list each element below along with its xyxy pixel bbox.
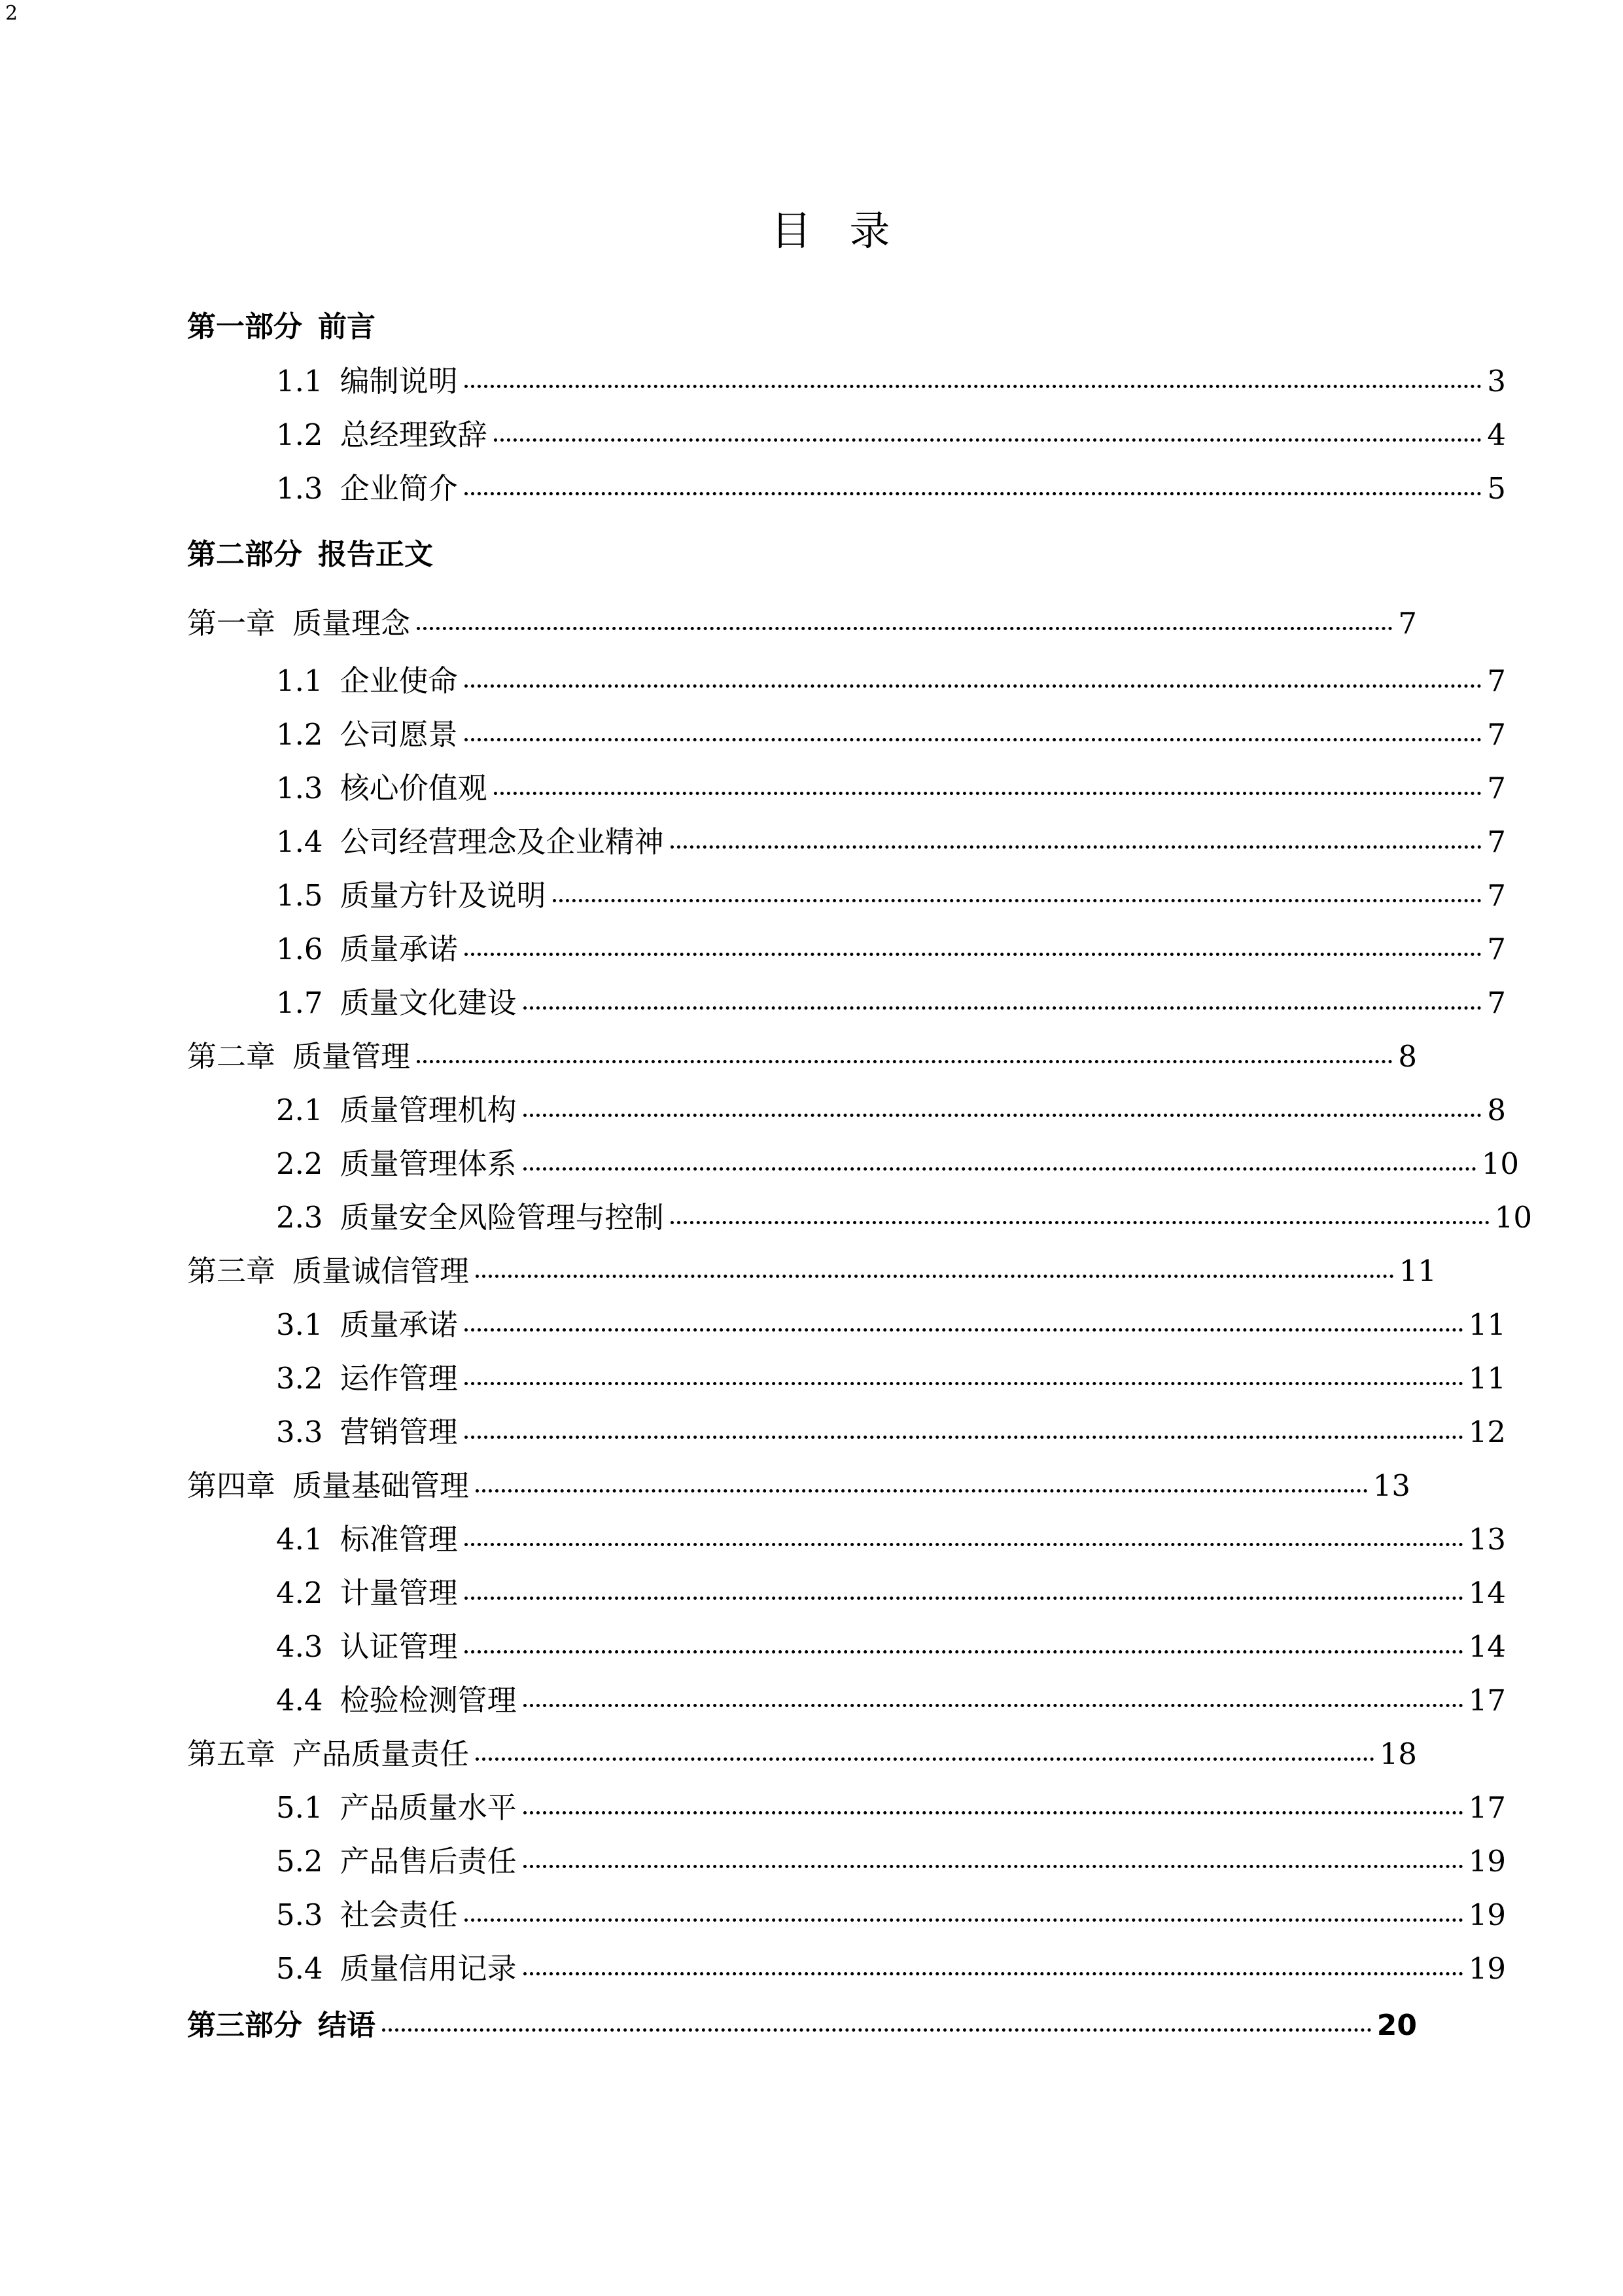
dot-leader <box>464 738 1482 741</box>
toc-entry-title: 公司愿景 <box>340 717 458 752</box>
toc-entry-number: 4.1 <box>276 1522 323 1557</box>
dot-leader <box>417 1060 1393 1063</box>
toc-entry-title: 企业使命 <box>340 663 458 698</box>
toc-entry-number: 5.2 <box>276 1844 323 1879</box>
dot-leader <box>476 1275 1394 1278</box>
toc-entry-section[interactable] <box>187 717 1506 752</box>
toc-entry-title: 检验检测管理 <box>340 1683 517 1718</box>
dot-leader <box>494 792 1482 795</box>
toc-entry-title: 营销管理 <box>340 1415 458 1449</box>
toc-entry-section[interactable] <box>187 878 1506 913</box>
toc-entry-chapter[interactable] <box>187 1256 1437 1286</box>
dot-leader <box>464 1543 1463 1546</box>
toc-entry-number: 2.1 <box>276 1093 323 1127</box>
toc-entry-label <box>276 1200 664 1235</box>
toc-entry-page: 19 <box>1468 1898 1506 1932</box>
toc-entry-page: 19 <box>1468 1844 1506 1879</box>
toc-entry-page: 11 <box>1399 1254 1437 1288</box>
dot-leader <box>553 899 1482 902</box>
dot-leader <box>464 1597 1463 1600</box>
toc-entry-title: 计量管理 <box>340 1576 458 1610</box>
toc-entry-label <box>276 1307 458 1342</box>
toc-entry-title: 质量管理体系 <box>340 1146 517 1181</box>
toc-entry-title: 质量管理 <box>292 1039 411 1074</box>
toc-entry-page: 7 <box>1487 878 1506 913</box>
dot-leader <box>494 438 1482 442</box>
toc-title: 目录 <box>771 207 928 255</box>
dot-leader <box>476 1757 1374 1761</box>
toc-entry-section[interactable] <box>187 1095 1506 1125</box>
toc-entry-label <box>276 1790 517 1825</box>
toc-entry-section[interactable] <box>187 366 1506 396</box>
toc-entry-section[interactable] <box>187 1307 1506 1342</box>
toc-entry-title: 企业简介 <box>340 471 458 506</box>
toc-entry-page: 10 <box>1481 1146 1519 1181</box>
toc-entry-title: 质量诚信管理 <box>292 1254 470 1288</box>
toc-entry-page: 7 <box>1398 606 1417 641</box>
dot-leader <box>523 1865 1463 1868</box>
toc-entry-page: 17 <box>1468 1790 1506 1825</box>
toc-list <box>187 310 1532 2079</box>
toc-entry-number: 1.6 <box>276 932 323 966</box>
toc-entry-chapter[interactable] <box>187 1468 1410 1503</box>
toc-entry-title: 产品售后责任 <box>340 1844 517 1879</box>
toc-entry-page: 7 <box>1487 985 1506 1020</box>
dot-leader <box>476 1489 1368 1492</box>
toc-entry-section[interactable] <box>187 985 1506 1020</box>
toc-entry-number: 2.2 <box>276 1146 323 1181</box>
toc-entry-title: 产品质量水平 <box>340 1790 517 1825</box>
toc-entry-number: 1.3 <box>276 471 323 506</box>
toc-entry-page: 14 <box>1468 1576 1506 1610</box>
toc-entry-number: 第二部分 <box>187 538 302 571</box>
toc-entry-label <box>276 1146 517 1181</box>
toc-entry-label <box>276 471 458 506</box>
toc-entry-title: 核心价值观 <box>340 771 487 805</box>
toc-entry-section[interactable] <box>187 1844 1506 1879</box>
toc-entry-chapter[interactable] <box>187 1739 1417 1769</box>
toc-entry-title: 质量基础管理 <box>292 1468 470 1503</box>
toc-entry-section[interactable] <box>187 1146 1519 1181</box>
toc-entry-number: 1.5 <box>276 878 323 913</box>
toc-entry-label <box>276 417 487 452</box>
toc-entry-number: 5.4 <box>276 1951 323 1986</box>
toc-entry-label <box>276 878 546 913</box>
toc-entry-title: 质量安全风险管理与控制 <box>340 1200 664 1235</box>
dot-leader <box>523 1006 1482 1010</box>
toc-entry-label <box>276 663 458 698</box>
toc-entry-section[interactable] <box>187 824 1506 859</box>
toc-entry-label <box>187 1256 469 1286</box>
toc-entry-title: 质量理念 <box>292 606 411 641</box>
toc-entry-section[interactable] <box>187 1522 1506 1557</box>
toc-entry-page: 7 <box>1487 932 1506 966</box>
toc-entry-title: 社会责任 <box>340 1898 458 1932</box>
toc-entry-label <box>187 310 375 344</box>
dot-leader <box>464 953 1482 956</box>
toc-entry-section[interactable] <box>187 1417 1506 1447</box>
toc-entry-number: 4.2 <box>276 1576 323 1610</box>
toc-entry-title: 质量管理机构 <box>340 1093 517 1127</box>
toc-entry-page: 7 <box>1487 771 1506 805</box>
toc-entry-label <box>187 1039 411 1074</box>
dot-leader <box>523 1972 1463 1975</box>
dot-leader <box>671 845 1482 849</box>
dot-leader <box>464 1650 1463 1653</box>
toc-entry-section[interactable] <box>187 1683 1506 1718</box>
dot-leader <box>523 1114 1482 1117</box>
toc-entry-number: 第一章 <box>187 606 276 641</box>
toc-entry-number: 1.3 <box>276 771 323 805</box>
toc-entry-title: 质量承诺 <box>340 1307 458 1342</box>
dot-leader <box>523 1811 1463 1814</box>
toc-entry-label <box>276 985 517 1020</box>
toc-entry-title: 公司经营理念及企业精神 <box>340 824 664 859</box>
toc-entry-title: 总经理致辞 <box>340 417 487 452</box>
toc-entry-number: 1.7 <box>276 985 323 1020</box>
toc-entry-section[interactable] <box>187 1578 1506 1608</box>
toc-entry-page: 13 <box>1468 1522 1506 1557</box>
toc-entry-section[interactable] <box>187 663 1506 698</box>
toc-entry-page: 5 <box>1487 471 1506 506</box>
toc-entry-number: 第二章 <box>187 1039 276 1074</box>
toc-entry-number: 4.4 <box>276 1683 323 1718</box>
toc-entry-section[interactable] <box>187 471 1506 506</box>
toc-entry-page: 10 <box>1494 1200 1532 1235</box>
dot-leader <box>382 2028 1372 2032</box>
dot-leader <box>464 492 1482 495</box>
toc-entry-section[interactable] <box>187 773 1506 803</box>
toc-entry-section[interactable] <box>187 417 1506 452</box>
toc-entry-section[interactable] <box>187 1361 1506 1396</box>
toc-entry-number: 第一部分 <box>187 310 302 344</box>
toc-entry-number: 5.3 <box>276 1898 323 1932</box>
toc-entry-title: 结语 <box>318 2009 375 2042</box>
toc-entry-number: 1.1 <box>276 364 323 398</box>
dot-leader <box>464 1382 1463 1385</box>
toc-entry-label <box>276 366 458 396</box>
toc-entry-label <box>276 1683 517 1718</box>
dot-leader <box>671 1221 1490 1224</box>
toc-entry-label <box>187 1468 470 1503</box>
toc-entry-page: 17 <box>1468 1683 1506 1718</box>
toc-entry-label <box>276 1417 458 1447</box>
toc-entry-number: 第三章 <box>187 1254 276 1288</box>
page-number: 2 <box>5 2 18 25</box>
toc-entry-label <box>276 717 458 752</box>
toc-entry-section[interactable] <box>187 1900 1506 1930</box>
toc-entry-section[interactable] <box>187 1790 1506 1825</box>
toc-entry-label <box>276 1361 458 1396</box>
toc-entry-page: 19 <box>1468 1951 1506 1986</box>
toc-entry-page: 11 <box>1468 1361 1506 1396</box>
toc-entry-number: 2.3 <box>276 1200 323 1235</box>
toc-entry-number: 1.4 <box>276 824 323 859</box>
dot-leader <box>464 1918 1463 1922</box>
toc-entry-label <box>276 1522 458 1557</box>
toc-entry-label <box>276 1844 517 1879</box>
dot-leader <box>417 627 1393 630</box>
toc-entry-label <box>276 1951 517 1986</box>
toc-entry-title: 质量方针及说明 <box>340 878 546 913</box>
toc-entry-page: 7 <box>1487 663 1506 698</box>
toc-entry-page: 3 <box>1487 364 1506 398</box>
toc-entry-title: 运作管理 <box>340 1361 458 1396</box>
toc-entry-page: 14 <box>1468 1629 1506 1664</box>
toc-entry-number: 第四章 <box>187 1468 276 1503</box>
toc-entry-section[interactable] <box>187 934 1506 964</box>
toc-entry-page: 11 <box>1468 1307 1506 1342</box>
dot-leader <box>464 684 1482 688</box>
toc-entry-page: 20 <box>1376 2009 1417 2042</box>
toc-entry-title: 报告正文 <box>318 538 433 571</box>
toc-entry-number: 5.1 <box>276 1790 323 1825</box>
toc-entry-number: 1.2 <box>276 717 323 752</box>
toc-entry-title: 质量信用记录 <box>340 1951 517 1986</box>
toc-entry-number: 第五章 <box>187 1737 276 1771</box>
toc-entry-section[interactable] <box>187 1200 1532 1235</box>
toc-entry-label <box>187 1739 469 1769</box>
toc-entry-label <box>276 1900 458 1930</box>
toc-entry-title: 认证管理 <box>340 1629 458 1664</box>
toc-entry-title: 质量承诺 <box>340 932 458 966</box>
toc-entry-label <box>276 1629 458 1664</box>
toc-entry-section[interactable] <box>187 1951 1506 1986</box>
toc-entry-label <box>276 773 487 803</box>
toc-entry-number: 3.1 <box>276 1307 323 1342</box>
toc-entry-title: 质量文化建设 <box>340 985 517 1020</box>
toc-entry-chapter[interactable] <box>187 1039 1417 1074</box>
dot-leader <box>523 1167 1476 1171</box>
toc-entry-page: 7 <box>1487 824 1506 859</box>
toc-entry-number: 3.2 <box>276 1361 323 1396</box>
toc-entry-page: 18 <box>1379 1737 1417 1771</box>
toc-entry-title: 编制说明 <box>340 364 458 398</box>
toc-entry-label <box>187 606 411 641</box>
toc-entry-label <box>276 934 458 964</box>
dot-leader <box>523 1704 1463 1707</box>
toc-entry-page: 4 <box>1487 417 1506 452</box>
toc-entry-title: 标准管理 <box>340 1522 458 1557</box>
dot-leader <box>464 385 1482 388</box>
toc-entry-page: 13 <box>1372 1468 1410 1503</box>
toc-entry-part[interactable] <box>187 2011 1417 2040</box>
toc-entry-label <box>187 2011 375 2040</box>
toc-entry-title: 前言 <box>318 310 375 344</box>
toc-entry-label <box>276 1095 517 1125</box>
dot-leader <box>464 1328 1463 1332</box>
toc-entry-page: 8 <box>1487 1093 1506 1127</box>
toc-entry-label <box>187 540 433 569</box>
toc-entry-title: 产品质量责任 <box>292 1737 470 1771</box>
toc-entry-label <box>276 824 664 859</box>
toc-entry-number: 3.3 <box>276 1415 323 1449</box>
toc-entry-number: 1.2 <box>276 417 323 452</box>
toc-entry-number: 1.1 <box>276 663 323 698</box>
dot-leader <box>464 1436 1463 1439</box>
toc-entry-label <box>276 1578 458 1608</box>
toc-entry-section[interactable] <box>187 1629 1506 1664</box>
toc-entry-page: 12 <box>1468 1415 1506 1449</box>
toc-entry-number: 4.3 <box>276 1629 323 1664</box>
toc-entry-page: 8 <box>1398 1039 1417 1074</box>
toc-entry-page: 7 <box>1487 717 1506 752</box>
toc-entry-part[interactable] <box>187 310 1417 344</box>
toc-entry-number: 第三部分 <box>187 2009 302 2042</box>
toc-entry-part[interactable] <box>187 540 1417 569</box>
toc-entry-chapter[interactable] <box>187 606 1417 641</box>
